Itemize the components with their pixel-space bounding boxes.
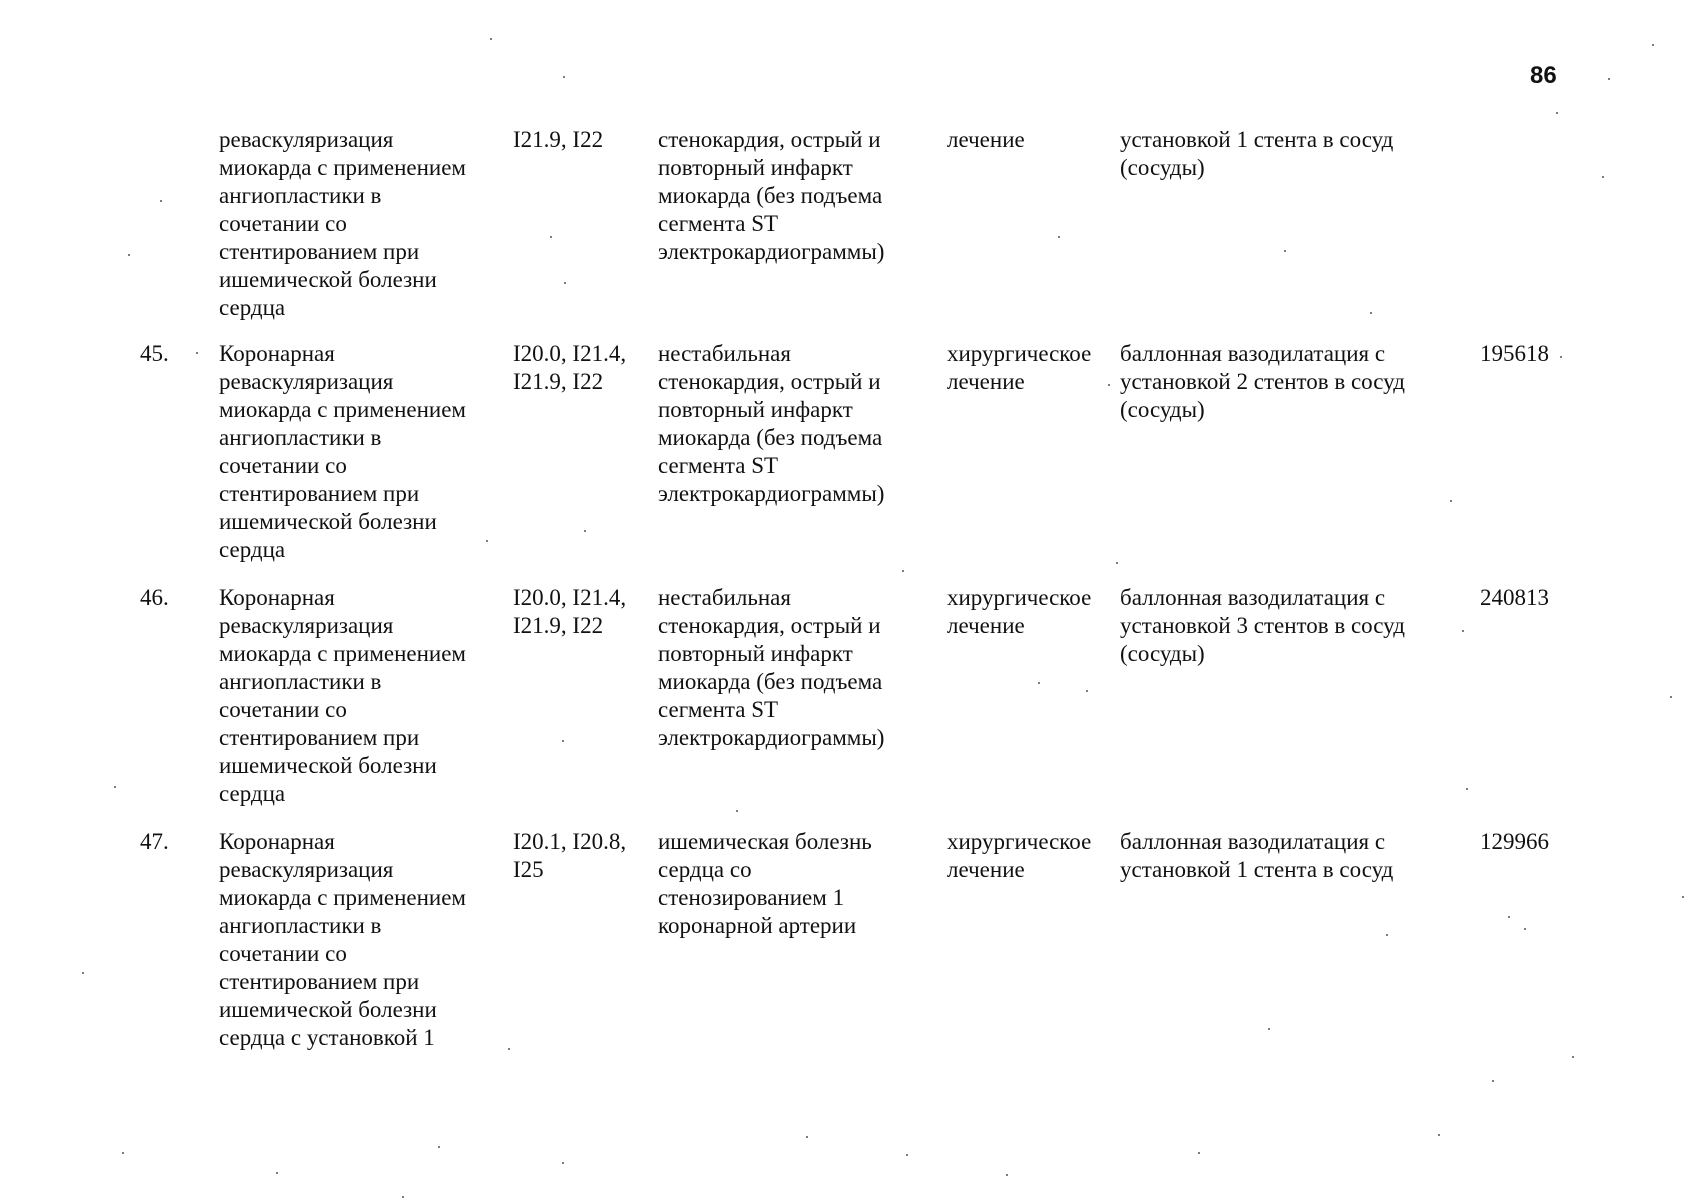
scan-speck xyxy=(1560,356,1562,358)
scan-speck xyxy=(563,76,565,78)
scan-speck xyxy=(122,1152,124,1154)
scan-speck xyxy=(1492,1080,1494,1082)
scan-speck xyxy=(1524,928,1526,930)
scan-speck xyxy=(1370,312,1372,314)
care-type-name: Коронарная реваскуляризация миокарда с применением ангиопластики в сочетании со стентированием при ишемической болезни сердца xyxy=(219,341,466,562)
scan-speck xyxy=(82,972,84,974)
scan-speck xyxy=(1556,112,1558,114)
treatment-method: установкой 1 стента в сосуд (сосуды) xyxy=(1120,127,1394,180)
treatment-type: хирургическое лечение xyxy=(947,585,1092,638)
treatment-method: баллонная вазодилатация с установкой 1 стента в сосуд xyxy=(1120,829,1394,882)
table-row xyxy=(0,828,1698,1068)
scan-speck xyxy=(1284,250,1286,252)
cost-value: 129966 xyxy=(1480,829,1549,854)
page-number: 86 xyxy=(1530,62,1557,89)
icd-codes: I20.1, I20.8, I25 xyxy=(513,829,627,882)
scan-speck xyxy=(1462,630,1464,632)
treatment-method: баллонная вазодилатация с установкой 2 стентов в сосуд (сосуды) xyxy=(1120,341,1405,422)
scan-speck xyxy=(128,254,130,256)
treatment-table xyxy=(0,126,1698,1068)
scan-speck xyxy=(584,530,586,532)
scan-speck xyxy=(562,740,564,742)
icd-codes: I20.0, I21.4, I21.9, I22 xyxy=(513,585,627,638)
cost-value: 240813 xyxy=(1480,585,1549,610)
scan-speck xyxy=(196,352,198,354)
scan-speck xyxy=(1682,896,1684,898)
treatment-type: хирургическое лечение xyxy=(947,829,1092,882)
scan-speck xyxy=(1386,934,1388,936)
icd-codes: I21.9, I22 xyxy=(513,127,604,152)
icd-codes: I20.0, I21.4, I21.9, I22 xyxy=(513,341,627,394)
scan-speck xyxy=(1058,236,1060,238)
scan-speck xyxy=(508,1048,510,1050)
scan-speck xyxy=(1108,384,1110,386)
scan-speck xyxy=(736,810,738,812)
scan-speck xyxy=(276,1172,278,1174)
scan-speck xyxy=(806,1136,808,1138)
scan-speck xyxy=(438,1146,440,1148)
scan-speck xyxy=(1602,176,1604,178)
care-type-name: реваскуляризация миокарда с применением ангиопластики в сочетании со стентированием при ишемической болезни сердца xyxy=(219,127,466,320)
care-type-name: Коронарная реваскуляризация миокарда с применением ангиопластики в сочетании со стентированием при ишемической болезни сердца с установкой 1 xyxy=(219,829,466,1050)
scan-speck xyxy=(1198,1152,1200,1154)
row-number: 47. xyxy=(140,829,169,854)
row-number: 45. xyxy=(140,341,169,366)
scan-speck xyxy=(114,786,116,788)
scan-speck xyxy=(1608,78,1610,80)
scan-speck xyxy=(1006,1174,1008,1176)
scan-speck xyxy=(1116,562,1118,564)
treatment-method: баллонная вазодилатация с установкой 3 стентов в сосуд (сосуды) xyxy=(1120,585,1405,666)
scan-speck xyxy=(1652,44,1654,46)
scan-speck xyxy=(550,236,552,238)
scan-speck xyxy=(160,200,162,202)
cost-value: 195618 xyxy=(1480,341,1549,366)
scan-speck xyxy=(906,1154,908,1156)
care-type-name: Коронарная реваскуляризация миокарда с применением ангиопластики в сочетании со стентированием при ишемической болезни сердца xyxy=(219,585,466,806)
scan-speck xyxy=(562,1162,564,1164)
scan-speck xyxy=(1438,1134,1440,1136)
table-row xyxy=(0,126,1698,340)
scan-speck xyxy=(402,1196,404,1198)
patient-model: нестабильная стенокардия, острый и повторный инфаркт миокарда (без подъема сегмента ST электрокардиограммы) xyxy=(658,585,885,750)
scan-speck xyxy=(1038,682,1040,684)
table-row xyxy=(0,584,1698,828)
scan-speck xyxy=(1450,500,1452,502)
scan-speck xyxy=(1268,1028,1270,1030)
treatment-type: хирургическое лечение xyxy=(947,341,1092,394)
treatment-type: лечение xyxy=(947,127,1025,152)
scan-speck xyxy=(1086,690,1088,692)
scan-speck xyxy=(902,570,904,572)
scan-speck xyxy=(1670,696,1672,698)
scan-speck xyxy=(490,38,492,40)
row-number: 46. xyxy=(140,585,169,610)
scan-speck xyxy=(486,540,488,542)
table-row xyxy=(0,340,1698,584)
scan-speck xyxy=(1572,1056,1574,1058)
patient-model: ишемическая болезнь сердца со стенозированием 1 коронарной артерии xyxy=(658,829,872,938)
scan-speck xyxy=(564,282,566,284)
patient-model: нестабильная стенокардия, острый и повторный инфаркт миокарда (без подъема сегмента ST электрокардиограммы) xyxy=(658,341,885,506)
patient-model: стенокардия, острый и повторный инфаркт миокарда (без подъема сегмента ST электрокардиограммы) xyxy=(658,127,885,264)
scan-speck xyxy=(1466,788,1468,790)
scan-speck xyxy=(1508,916,1510,918)
